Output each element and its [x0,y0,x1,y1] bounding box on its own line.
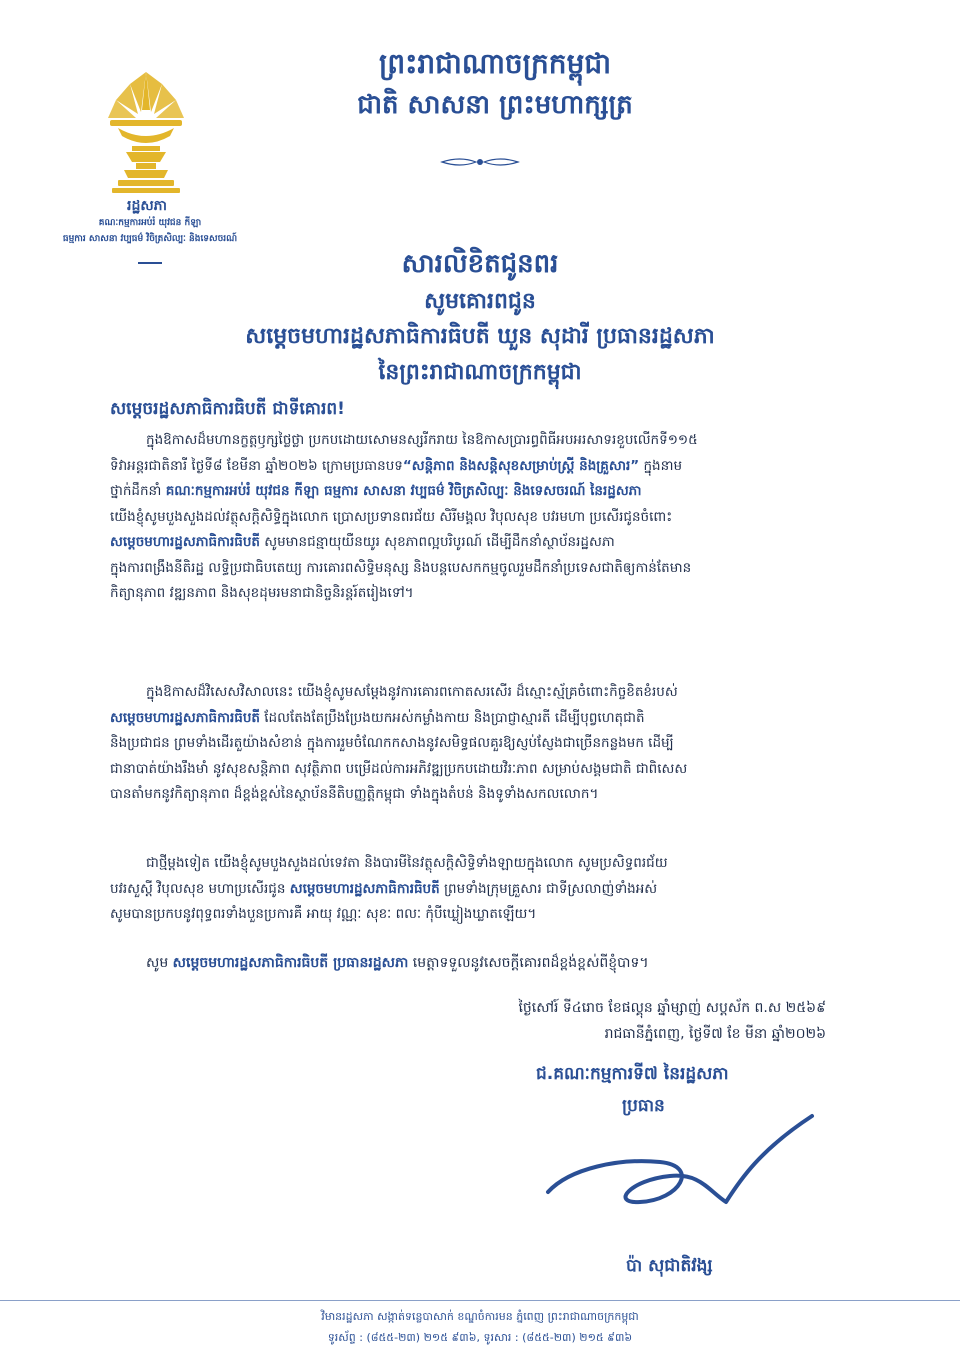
p2-line [110,706,828,732]
respect-line: សូមគោរពជូន [424,289,536,314]
p3-text: ព្រមទាំងក្រុមគ្រួសារ ជាទីស្រលាញ់ទាំងអស់ [439,880,658,897]
p2-honorific: សម្តេចមហារដ្ឋសភាធិការធិបតី [110,709,260,726]
p3-line [110,877,828,903]
p2-line: បានតាំមកនូវកិត្យានុភាព ដ៏ខ្ពង់ខ្ពស់នៃស្ថាប័ននីតិបញ្ញត្តិកម្ពុជា ទាំងក្នុងតំបន់ និងទូទាំងសកលលោក។ [110,786,599,802]
national-motto: ជាតិ សាសនា ព្រះមហាក្សត្រ [357,90,633,120]
parliament-emblem-icon [96,70,196,195]
signatory-title: ជ.គណៈកម្មការទី៧ នៃរដ្ឋសភា [536,1064,729,1084]
p2-line: និងប្រជាជន ព្រមទាំងដើរតួយ៉ាងសំខាន់ ក្នុងការរួមចំណែកកសាងនូវសមិទ្ធផលគួរឱ្យស្ញប់ស្ញែងជាច្រើនកន្លងមក ដើម្បី [110,735,674,751]
closing-prefix: សូម [146,955,173,971]
p1-committee: គណៈកម្មការអប់រំ យុវជន កីឡា ធម្មការ សាសនា វប្បធម៌ វិចិត្រសិល្បៈ និងទេសចរណ៍ នៃរដ្ឋសភា [165,483,642,499]
handwritten-signature [530,1110,830,1240]
letter-title: សារលិខិតជូនពរ [401,249,559,279]
paragraph-3 [110,851,828,928]
closing-line [146,953,649,974]
org-divider [138,262,162,264]
p1-honorific: សម្តេចមហារដ្ឋសភាធិការធិបតី [110,534,260,550]
divider-ornament-icon [440,152,520,172]
lunar-date: ថ្ងៃសៅរ៍ ទី៤រោច ខែផល្គុន ឆ្នាំម្សាញ់ សប្តស័ក ព.ស ២៥៦៩ [518,1000,826,1016]
parliament-logo [96,70,196,199]
p1-line: កិត្យានុភាព វឌ្ឍនភាព និងសុខដុមរមនាជានិច្ចនិរន្តរ៍តរៀងទៅ។ [110,585,414,601]
org-name: រដ្ឋសភា [127,198,167,214]
recipient-kingdom-line: នៃព្រះរាជាណាចក្រកម្ពុជា [378,360,582,385]
p1-text: ថ្នាក់ដឹកនាំ [110,483,166,499]
p1-text: ទិវាអន្តរជាតិនារី ថ្ងៃទី៨ ខែមីនា ឆ្នាំ២០២៦ ក្រោមប្រធានបទ [110,457,403,474]
kingdom-heading: ព្រះរាជាណាចក្រកម្ពុជា [378,47,611,80]
signatory-name: ប៉ា សុជាតិវង្ស [626,1256,713,1276]
recipient-line: សម្តេចមហារដ្ឋសភាធិការធិបតី ឃួន សុដារី ប្រធានរដ្ឋសភា [245,324,715,349]
p1-line [110,479,828,505]
paragraph-1 [110,428,828,607]
solar-date: រាជធានីភ្នំពេញ, ថ្ងៃទី៧ ខែ មីនា ឆ្នាំ២០២៦ [604,1026,826,1042]
footer-contact: ទូរស័ព្ទ : (៨៥៥-២៣) ២១៥ ៩៣៦, ទូរសារ : (៨៥៥-២៣) ២១៥ ៩៣៦ [327,1331,633,1344]
p1-line [110,530,828,556]
p1-theme: “សន្តិភាព និងសន្តិសុខសម្រាប់ស្ត្រី និងគ្រួសារ” [402,457,640,474]
p1-line: ក្នុងការពង្រឹងនីតិរដ្ឋ លទ្ធិប្រជាធិបតេយ្យ ការគោរពសិទ្ធិមនុស្ស និងបន្តបេសកកម្មចូលរួមដឹកនាំប្រទេសជាតិឲ្យកាន់តែមាន [110,559,692,576]
p1-line [110,454,828,480]
paragraph-2 [110,680,828,808]
footer-divider [0,1300,960,1301]
committee-line-2: ធម្មការ សាសនា វប្បធម៌ វិចិត្រសិល្បៈ និងទេសចរណ៍ [62,234,238,244]
salutation: សម្តេចរដ្ឋសភាធិការធិបតី ជាទីគោរព! [110,399,345,419]
p1-text: សូមមានជន្មាយុយឺនយូរ សុខភាពល្អបរិបូរណ៍ ដើម្បីដឹកនាំស្ថាប័នរដ្ឋសភា [259,534,615,550]
footer-address: វិមានរដ្ឋសភា សង្កាត់ទន្លេបាសាក់ ខណ្ឌចំការមន ភ្នំពេញ ព្រះរាជាណាចក្រកម្ពុជា [321,1310,639,1323]
p2-text: ដែលតែងតែប្រឹងប្រែងយកអស់កម្លាំងកាយ និងប្រាជ្ញាស្មារតី ដើម្បីបុព្វហេតុជាតិ [259,709,645,726]
committee-line-1: គណៈកម្មការអប់រំ យុវជន កីឡា [98,218,202,228]
p3-line: សូមបានប្រកបនូវពុទ្ធពរទាំងបួនប្រការគឺ អាយុ វណ្ណៈ សុខៈ ពលៈ កុំបីឃ្លៀងឃ្លាតឡើយ។ [110,906,537,922]
p3-line: ជាថ្មីម្តងទៀត យើងខ្ញុំសូមបួងសួងដល់ទេវតា និងបារមីនៃវត្ថុសក្តិសិទ្ធិទាំងឡាយក្នុងលោក សូមប្រសិទ្ធពរជ័យ [146,855,668,871]
p1-line: យើងខ្ញុំសូមបួងសួងដល់វត្ថុសក្តិសិទ្ធិក្នុងលោក ប្រោសប្រទានពរជ័យ សិរីមង្គល វិបុលសុខ បវរមហា ប្រសើរជូនចំពោះ [110,508,673,525]
closing-honorific: សម្តេចមហារដ្ឋសភាធិការធិបតី ប្រធានរដ្ឋសភា [172,955,409,971]
p2-line: ជានាបាត់យ៉ាងរឹងមាំ នូវសុខសន្តិភាព សុវត្ថិភាព បម្រើដល់ការអភិវឌ្ឍប្រកបដោយវិរៈភាព សម្រាប់សង្គមជាតិ ជាពិសេស [110,760,688,777]
p3-honorific: សម្តេចមហារដ្ឋសភាធិការធិបតី [289,880,440,897]
p3-text: បវរសួស្តី វិបុលសុខ មហាប្រសើរជូន [110,880,290,897]
signatory-role: ប្រធាន [622,1096,665,1116]
closing-suffix: មេត្តាទទួលនូវសេចក្តីគោរពដ៏ខ្ពង់ខ្ពស់ពីខ្ញុំបាទ។ [408,955,649,971]
p1-line: ក្នុងឱកាសដ៏មហានក្ខត្តឫក្សថ្លៃថ្លា ប្រកបដោយសោមនស្សរីករាយ នៃឱកាសប្រារព្ធពិធីអបអរសាទរខួបលើកទី១១៥ [146,432,698,448]
p2-line: ក្នុងឱកាសដ៏វិសេសវិសាលនេះ យើងខ្ញុំសូមសម្តែងនូវការគោរពកោតសរសើរ ដ៏ស្មោះស្ម័គ្រចំពោះកិច្ចខិតខំរបស់ [146,684,678,700]
p1-text: ក្នុងនាម [639,457,683,474]
